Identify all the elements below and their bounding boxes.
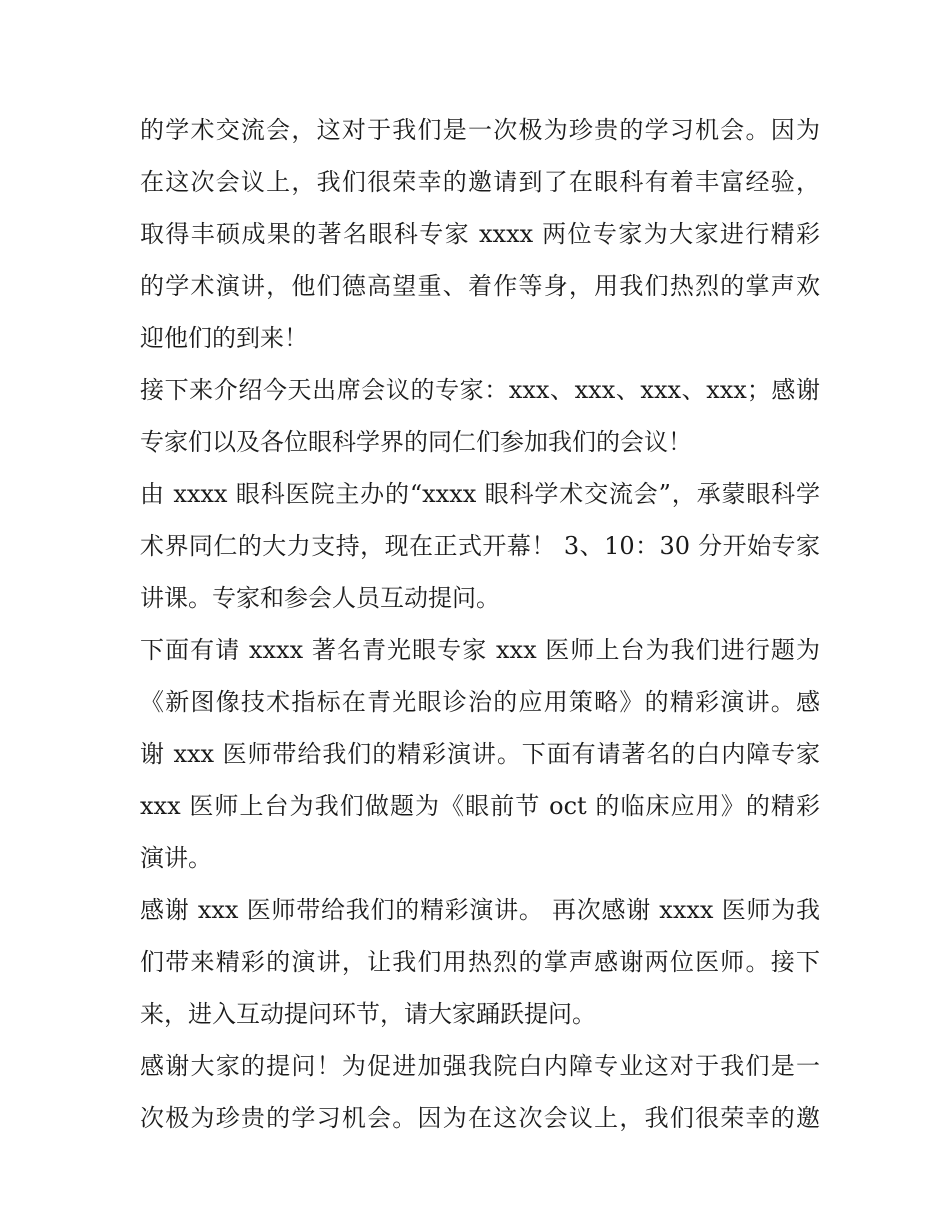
text-line: 迎他们的到来！ [140, 324, 308, 352]
text-line: 在这次会议上，我们很荣幸的邀请到了在眼科有着丰富经验， [140, 168, 820, 196]
text-line: 感谢大家的提问！为促进加强我院白内障专业这对于我们是一 [140, 1052, 820, 1080]
text-line: 演讲。 [140, 844, 212, 872]
text-line: 们带来精彩的演讲，让我们用热烈的掌声感谢两位医师。接下 [140, 948, 820, 976]
text-line: 由 xxxx 眼科医院主办的“xxxx 眼科学术交流会”，承蒙眼科学 [140, 480, 820, 508]
text-line: 《新图像技术指标在青光眼诊治的应用策略》的精彩演讲。感 [140, 688, 820, 716]
text-line: 感谢 xxx 医师带给我们的精彩演讲。 再次感谢 xxxx 医师为我 [140, 896, 820, 924]
text-line: 的学术演讲，他们德高望重、着作等身，用我们热烈的掌声欢 [140, 272, 820, 300]
text-line: 取得丰硕成果的著名眼科专家 xxxx 两位专家为大家进行精彩 [140, 220, 820, 248]
text-line: 来，进入互动提问环节，请大家踊跃提问。 [140, 1000, 596, 1028]
paragraph [140, 104, 820, 364]
paragraph [140, 364, 820, 468]
paragraph [140, 468, 820, 624]
paragraph [140, 884, 820, 1040]
text-line: 术界同仁的大力支持，现在正式开幕！ 3、10：30 分开始专家 [140, 532, 820, 560]
document-body [140, 104, 820, 1144]
text-line: 谢 xxx 医师带给我们的精彩演讲。下面有请著名的白内障专家 [140, 740, 820, 768]
paragraph [140, 1040, 820, 1144]
text-line: 的学术交流会，这对于我们是一次极为珍贵的学习机会。因为 [140, 116, 820, 144]
paragraph [140, 624, 820, 884]
text-line: 讲课。专家和参会人员互动提问。 [140, 584, 500, 612]
text-line: xxx 医师上台为我们做题为《眼前节 oct 的临床应用》的精彩 [140, 792, 820, 820]
text-line: 次极为珍贵的学习机会。因为在这次会议上，我们很荣幸的邀 [140, 1104, 820, 1132]
text-line: 下面有请 xxxx 著名青光眼专家 xxx 医师上台为我们进行题为 [140, 636, 820, 664]
text-line: 专家们以及各位眼科学界的同仁们参加我们的会议！ [140, 428, 692, 456]
text-line: 接下来介绍今天出席会议的专家：xxx、xxx、xxx、xxx；感谢 [140, 376, 820, 404]
